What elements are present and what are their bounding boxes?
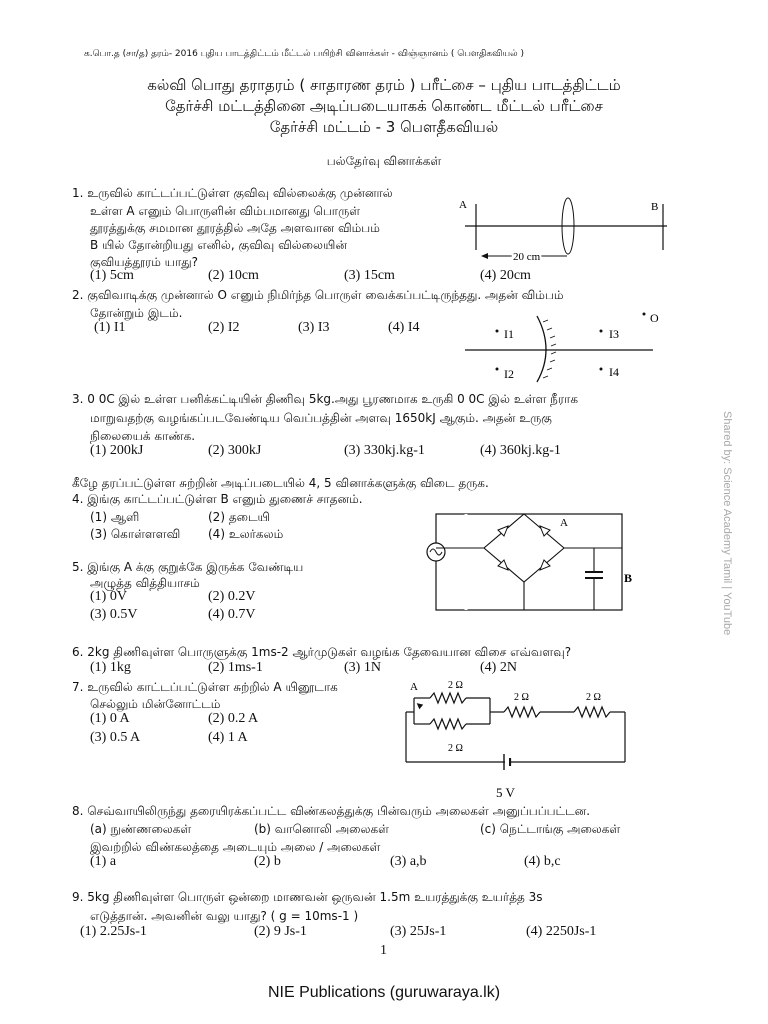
q7-label-a: A	[410, 681, 418, 693]
q8-line-1: 8. செவ்வாயிலிருந்து தரையிரக்கப்பட்ட விண்கலத்துக்கு பின்வரும் அலைகள் அனுப்பப்பட்டன.	[72, 804, 591, 818]
q1-line-2: உள்ள A எனும் பொருளின் விம்பமானது பொருள்	[90, 204, 361, 218]
q8-item-a: (a) நுண்ணலைகள்	[90, 822, 192, 836]
title-line-1: கல்வி பொது தராதரம் ( சாதாரண தரம் ) பரீட்சை – புதிய பாடத்திட்டம்	[147, 76, 621, 94]
q2-option-4: (4) I4	[388, 320, 420, 335]
q5-option-4: (4) 0.7V	[208, 607, 256, 622]
page-header: க.பொ.த (சா/த) தரம்- 2016 புதிய பாடத்திட்டம் மீட்டல் பயிற்சி வினாக்கள் - விஞ்ஞானம் ( பௌதிகவியல் )	[84, 49, 524, 59]
q2-label-o: O	[650, 311, 659, 325]
section-heading: பல்தேர்வு வினாக்கள்	[326, 154, 442, 168]
q2-line-1: 2. குவிவாடிக்கு முன்னால் O எனும் நிமிர்ந்த பொருள் வைக்கப்பட்டிருந்தது. அதன் விம்பம்	[72, 288, 564, 302]
q9-option-4: (4) 2250Js-1	[526, 924, 597, 939]
q9-option-2: (2) 9 Js-1	[254, 924, 307, 939]
resistor-circuit-diagram	[400, 674, 660, 804]
watermark-text: Shared by: Science Academy Tamil | YouTube	[721, 411, 733, 636]
q7-line-2: செல்லும் மின்னோட்டம்	[90, 697, 221, 711]
q1-option-1: (1) 5cm	[90, 268, 134, 283]
rectifier-label-a: A	[560, 517, 568, 529]
q3-line-1: 3. 0 0C இல் உள்ள பனிக்கட்டியின் திணிவு 5kg.அது பூரணமாக உருகி 0 0C இல் உள்ள நீராக	[72, 392, 579, 406]
q7-label-r4: 2 Ω	[448, 743, 463, 754]
q1-line-1: 1. உருவில் காட்டப்பட்டுள்ள குவிவு வில்லைக்கு முன்னால்	[72, 186, 393, 200]
q6-option-2: (2) 1ms-1	[208, 660, 263, 675]
page-number: 1	[380, 943, 387, 958]
q3-option-3: (3) 330kj.kg-1	[344, 443, 425, 458]
q1-option-3: (3) 15cm	[344, 268, 395, 283]
q4-line-1: 4. இங்கு காட்டப்பட்டுள்ள B எனும் துணைச் சாதனம்.	[72, 492, 363, 506]
title-line-2: தேர்ச்சி மட்டத்தினை அடிப்படையாகக் கொண்ட மீட்டல் பரீட்சை	[165, 97, 603, 115]
q9-option-3: (3) 25Js-1	[390, 924, 447, 939]
q6-line-1: 6. 2kg திணிவுள்ள பொருளுக்கு 1ms-2 ஆர்முடுகள் வழங்க தேவையான விசை எவ்வளவு?	[72, 645, 572, 659]
q4-option-1: (1) ஆளி	[90, 510, 140, 524]
q7-label-r1: 2 Ω	[448, 680, 463, 691]
rectifier-circuit-diagram	[424, 508, 644, 618]
q7-option-3: (3) 0.5 A	[90, 730, 141, 745]
footer-publisher: NIE Publications (guruwaraya.lk)	[267, 984, 501, 1001]
q7-label-r3: 2 Ω	[586, 692, 601, 703]
q7-option-4: (4) 1 A	[208, 730, 248, 745]
q8-option-1: (1) a	[90, 854, 117, 869]
q4-option-2: (2) தடையி	[208, 510, 270, 524]
q4-option-3: (3) கொள்ளளவி	[90, 527, 181, 541]
q3-option-2: (2) 300kJ	[208, 443, 262, 458]
title-line-3: தேர்ச்சி மட்டம் - 3 பௌதீகவியல்	[269, 118, 499, 136]
q8-option-2: (2) b	[254, 854, 281, 869]
q2-label-i3: I3	[609, 327, 619, 341]
q3-line-2: மாறுவதற்கு வழங்கப்படவேண்டிய வெப்பத்தின் அளவு 1650kJ ஆகும். அதன் உருகு	[90, 411, 552, 425]
q7-option-1: (1) 0 A	[90, 711, 130, 726]
q1-line-3: தூரத்துக்கு சமமான தூரத்தில் அதே அளவான விம்பம்	[90, 221, 380, 235]
q1-lens-diagram	[455, 190, 675, 270]
q2-label-i4: I4	[609, 365, 619, 379]
q8-line-2: இவற்றில் விண்கலத்தை அடையும் அலை / அலைகள்	[90, 840, 381, 854]
q1-line-5: குவியத்தூரம் யாது?	[90, 255, 198, 269]
q3-line-3: நிலையைக் காண்க.	[90, 429, 196, 443]
q1-option-4: (4) 20cm	[480, 268, 531, 283]
q6-option-4: (4) 2N	[480, 660, 517, 675]
q9-option-1: (1) 2.25Js-1	[80, 924, 147, 939]
q6-option-3: (3) 1N	[344, 660, 381, 675]
q1-line-4: B யில் தோன்றியது எனில், குவிவு வில்லையின்	[90, 238, 347, 252]
q3-option-1: (1) 200kJ	[90, 443, 144, 458]
q1-option-2: (2) 10cm	[208, 268, 259, 283]
circuit-intro: கீழே தரப்பட்டுள்ள சுற்றின் அடிப்படையில் 4, 5 வினாக்களுக்கு விடை தருக.	[72, 476, 489, 490]
q7-line-1: 7. உருவில் காட்டப்பட்டுள்ள சுற்றில் A யினூடாக	[72, 680, 338, 694]
q5-option-2: (2) 0.2V	[208, 589, 256, 604]
q5-option-1: (1) 0V	[90, 589, 127, 604]
q9-line-1: 9. 5kg திணிவுள்ள பொருள் ஒன்றை மாணவன் ஒருவன் 1.5m உயரத்துக்கு உயர்த்த 3s	[72, 890, 543, 904]
q5-line-1: 5. இங்கு A க்கு குறுக்கே இருக்க வேண்டிய	[72, 560, 304, 574]
q2-label-i1: I1	[504, 327, 514, 341]
q1-label-a: A	[459, 199, 467, 211]
q2-mirror-diagram	[465, 311, 675, 384]
q7-label-r2: 2 Ω	[514, 692, 529, 703]
q1-label-b: B	[651, 201, 659, 213]
q8-option-3: (3) a,b	[390, 854, 427, 869]
rectifier-label-b: B	[624, 571, 633, 585]
q2-label-i2: I2	[504, 367, 514, 381]
q3-option-4: (4) 360kj.kg-1	[480, 443, 561, 458]
q2-line-2: தோன்றும் இடம்.	[90, 306, 183, 320]
q2-option-2: (2) I2	[208, 320, 240, 335]
q1-distance-label: 20 cm	[513, 251, 541, 263]
q2-option-3: (3) I3	[298, 320, 330, 335]
q4-option-4: (4) உலர்கலம்	[208, 527, 284, 541]
q8-item-c: (c) நெட்டாங்கு அலைகள்	[480, 822, 621, 836]
q8-item-b: (b) வானொலி அலைகள்	[254, 822, 389, 836]
q6-option-1: (1) 1kg	[90, 660, 131, 675]
q7-option-2: (2) 0.2 A	[208, 711, 259, 726]
q5-line-2: அழுத்த வித்தியாசம்	[90, 576, 200, 590]
q2-option-1: (1) I1	[94, 320, 126, 335]
q9-line-2: எடுத்தான். அவனின் வலு யாது? ( g = 10ms-1 )	[90, 909, 359, 923]
q5-option-3: (3) 0.5V	[90, 607, 138, 622]
q8-option-4: (4) b,c	[524, 854, 561, 869]
q7-label-voltage: 5 V	[496, 785, 515, 800]
